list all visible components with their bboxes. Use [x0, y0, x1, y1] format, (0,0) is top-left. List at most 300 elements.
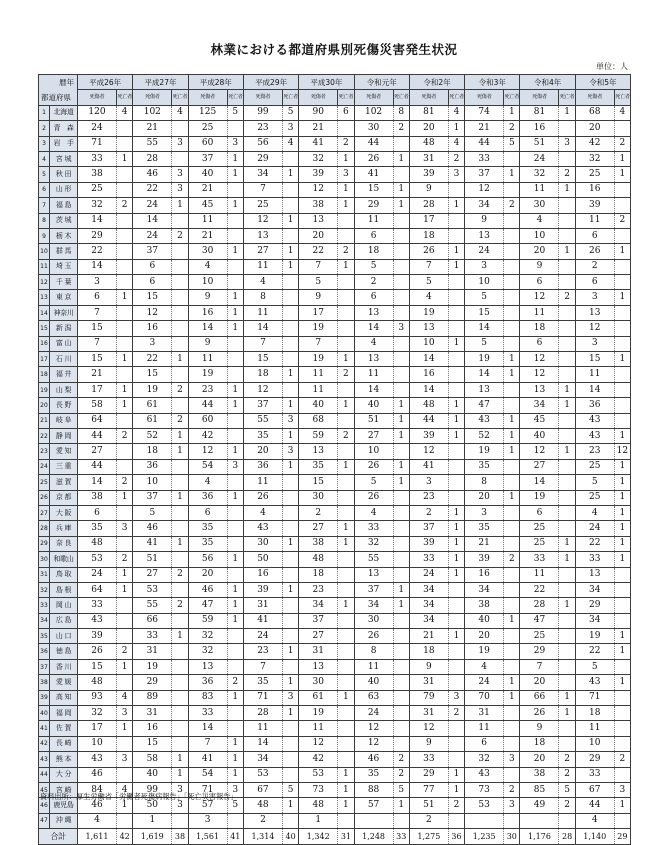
- death-count: [504, 259, 520, 274]
- death-count: [227, 505, 243, 520]
- death-count: 2: [559, 798, 575, 813]
- casualty-count: 12: [520, 444, 559, 459]
- casualty-count: 13: [465, 228, 504, 243]
- casualty-count: 11: [520, 567, 559, 582]
- death-count: [227, 336, 243, 351]
- casualty-count: 9: [188, 290, 227, 305]
- casualty-count: 43: [465, 413, 504, 428]
- death-count: 1: [504, 490, 520, 505]
- casualty-count: 24: [78, 121, 117, 136]
- death-count: 1: [448, 336, 464, 351]
- death-count: 1: [614, 505, 630, 520]
- casualty-count: 7: [243, 182, 282, 197]
- death-count: [504, 305, 520, 320]
- death-count: [559, 613, 575, 628]
- death-count: 2: [393, 767, 409, 782]
- death-count: [559, 151, 575, 166]
- casualty-count: 17: [409, 213, 448, 228]
- death-count: [614, 598, 630, 613]
- death-count: 12: [614, 444, 630, 459]
- death-count: 4: [117, 782, 133, 797]
- casualty-count: 47: [520, 613, 559, 628]
- prefecture-name: 東 京: [50, 290, 78, 305]
- casualty-count: 5: [465, 336, 504, 351]
- death-count: [448, 352, 464, 367]
- death-count: [393, 690, 409, 705]
- death-count: [172, 459, 188, 474]
- death-count: 3: [614, 782, 630, 797]
- death-count: 1: [338, 521, 354, 536]
- casualty-count: 57: [188, 798, 227, 813]
- death-count: [282, 598, 298, 613]
- death-count: 1: [172, 428, 188, 443]
- casualty-count: 29: [78, 228, 117, 243]
- casualty-count: 26: [354, 490, 393, 505]
- casualty-count: 35: [243, 428, 282, 443]
- corner-pref-label: 都道府県: [41, 92, 71, 102]
- casualty-count: 13: [520, 382, 559, 397]
- casualty-count: 79: [409, 690, 448, 705]
- casualty-count: 2: [354, 275, 393, 290]
- casualty-count: 31: [409, 706, 448, 721]
- death-count: [504, 567, 520, 582]
- casualty-count: 16: [575, 182, 614, 197]
- death-count: 1: [614, 244, 630, 259]
- casualty-count: 24: [133, 228, 172, 243]
- casualty-count: 6: [78, 505, 117, 520]
- casualty-header: 死傷者: [243, 90, 282, 105]
- casualty-count: 56: [243, 136, 282, 151]
- death-count: [614, 321, 630, 336]
- casualty-count: 18: [133, 444, 172, 459]
- table-row: [39, 598, 631, 613]
- death-count: [117, 413, 133, 428]
- casualty-count: 6: [575, 228, 614, 243]
- death-count: 1: [117, 352, 133, 367]
- casualty-count: 31: [133, 706, 172, 721]
- casualty-count: 18: [243, 367, 282, 382]
- death-count: [282, 475, 298, 490]
- death-count: 1: [227, 382, 243, 397]
- casualty-count: 30: [354, 613, 393, 628]
- death-count: 2: [614, 213, 630, 228]
- casualty-count: 14: [243, 736, 282, 751]
- casualty-count: 30: [354, 121, 393, 136]
- prefecture-name: 山 口: [50, 629, 78, 644]
- casualty-count: 14: [78, 213, 117, 228]
- casualty-header: 死傷者: [465, 90, 504, 105]
- total-casualty: 1,176: [520, 829, 559, 844]
- death-count: 2: [338, 136, 354, 151]
- casualty-count: 38: [78, 167, 117, 182]
- casualty-count: 36: [133, 459, 172, 474]
- casualty-count: 19: [465, 444, 504, 459]
- casualty-count: 20: [575, 121, 614, 136]
- death-count: 2: [172, 228, 188, 243]
- casualty-count: 36: [188, 675, 227, 690]
- death-count: [282, 336, 298, 351]
- casualty-count: 46: [188, 582, 227, 597]
- casualty-count: 45: [188, 198, 227, 213]
- death-count: [117, 367, 133, 382]
- casualty-count: 7: [243, 659, 282, 674]
- casualty-count: 12: [133, 305, 172, 320]
- death-count: [172, 505, 188, 520]
- casualty-count: 32: [520, 167, 559, 182]
- casualty-count: 21: [299, 121, 338, 136]
- death-count: 1: [338, 198, 354, 213]
- death-count: [117, 598, 133, 613]
- casualty-count: 12: [243, 382, 282, 397]
- casualty-count: 13: [575, 305, 614, 320]
- casualty-count: 42: [575, 136, 614, 151]
- death-count: [448, 367, 464, 382]
- casualty-count: 59: [188, 613, 227, 628]
- death-count: 1: [504, 613, 520, 628]
- casualty-count: 24: [575, 521, 614, 536]
- casualty-count: 51: [354, 413, 393, 428]
- death-count: 1: [172, 767, 188, 782]
- casualty-count: 14: [243, 321, 282, 336]
- death-count: 1: [393, 475, 409, 490]
- casualty-count: 7: [299, 336, 338, 351]
- death-count: 1: [614, 644, 630, 659]
- table-row: [39, 752, 631, 767]
- prefecture-name: 福 岡: [50, 706, 78, 721]
- prefecture-name: 鹿児島: [50, 798, 78, 813]
- death-header: 死亡者: [448, 90, 464, 105]
- casualty-count: 37: [409, 521, 448, 536]
- death-count: 3: [227, 459, 243, 474]
- casualty-count: 60: [188, 136, 227, 151]
- table-row: [39, 228, 631, 243]
- casualty-count: 28: [243, 706, 282, 721]
- death-count: [614, 305, 630, 320]
- death-count: 2: [393, 121, 409, 136]
- casualty-count: 4: [188, 475, 227, 490]
- casualty-count: 11: [575, 721, 614, 736]
- casualty-count: 13: [188, 659, 227, 674]
- death-count: 1: [282, 644, 298, 659]
- casualty-count: 53: [243, 767, 282, 782]
- table-row: [39, 198, 631, 213]
- death-count: [504, 151, 520, 166]
- death-count: 1: [504, 367, 520, 382]
- death-count: 3: [448, 167, 464, 182]
- casualty-count: 10: [188, 275, 227, 290]
- total-death: 42: [117, 829, 133, 844]
- casualty-count: 48: [78, 675, 117, 690]
- total-casualty: 1,561: [188, 829, 227, 844]
- casualty-count: 12: [465, 182, 504, 197]
- death-count: [614, 275, 630, 290]
- death-count: [282, 767, 298, 782]
- death-count: 1: [614, 521, 630, 536]
- casualty-count: 71: [243, 690, 282, 705]
- corner-header: [39, 75, 78, 106]
- death-count: [227, 182, 243, 197]
- death-count: [117, 767, 133, 782]
- prefecture-name: 徳 島: [50, 644, 78, 659]
- death-count: [448, 213, 464, 228]
- casualty-count: 99: [243, 105, 282, 120]
- death-count: [117, 613, 133, 628]
- casualty-count: 67: [575, 782, 614, 797]
- casualty-count: 11: [243, 259, 282, 274]
- death-count: 1: [614, 167, 630, 182]
- casualty-count: 11: [299, 382, 338, 397]
- total-casualty: 1,314: [243, 829, 282, 844]
- casualty-count: 47: [188, 598, 227, 613]
- casualty-count: 33: [575, 552, 614, 567]
- death-header: 死亡者: [282, 90, 298, 105]
- death-count: 5: [559, 782, 575, 797]
- casualty-count: 15: [575, 352, 614, 367]
- death-count: [172, 336, 188, 351]
- row-number: 45: [39, 782, 50, 797]
- casualty-count: 3: [133, 336, 172, 351]
- prefecture-name: 大 阪: [50, 505, 78, 520]
- death-count: [559, 567, 575, 582]
- casualty-count: 7: [520, 659, 559, 674]
- casualty-count: 54: [188, 767, 227, 782]
- casualty-count: 55: [133, 598, 172, 613]
- casualty-count: 12: [409, 721, 448, 736]
- death-count: [559, 459, 575, 474]
- death-count: 1: [393, 413, 409, 428]
- death-count: 1: [227, 613, 243, 628]
- death-count: [393, 290, 409, 305]
- casualty-count: 44: [78, 459, 117, 474]
- death-count: [227, 629, 243, 644]
- casualty-count: 39: [575, 198, 614, 213]
- casualty-count: 12: [409, 444, 448, 459]
- casualty-count: 20: [520, 675, 559, 690]
- death-count: [393, 275, 409, 290]
- death-count: [504, 598, 520, 613]
- death-count: 1: [614, 475, 630, 490]
- casualty-count: 33: [188, 706, 227, 721]
- casualty-count: 61: [133, 413, 172, 428]
- death-header: 死亡者: [338, 90, 354, 105]
- death-count: [227, 721, 243, 736]
- death-count: [282, 321, 298, 336]
- death-count: 1: [614, 629, 630, 644]
- casualty-count: 20: [465, 629, 504, 644]
- death-count: 1: [338, 798, 354, 813]
- table-row: [39, 644, 631, 659]
- death-count: 1: [282, 675, 298, 690]
- death-count: 1: [338, 598, 354, 613]
- casualty-count: 3: [188, 813, 227, 828]
- casualty-count: 7: [78, 305, 117, 320]
- casualty-count: 18: [299, 567, 338, 582]
- casualty-count: 22: [520, 582, 559, 597]
- casualty-count: 67: [243, 782, 282, 797]
- death-count: [117, 629, 133, 644]
- casualty-count: 19: [188, 367, 227, 382]
- death-count: [393, 552, 409, 567]
- casualty-count: 8: [243, 290, 282, 305]
- death-count: [117, 259, 133, 274]
- casualty-count: 26: [354, 459, 393, 474]
- casualty-count: 12: [520, 352, 559, 367]
- row-number: 10: [39, 244, 50, 259]
- death-count: 1: [282, 536, 298, 551]
- casualty-count: 21: [465, 121, 504, 136]
- death-count: 2: [117, 428, 133, 443]
- death-header: 死亡者: [117, 90, 133, 105]
- death-count: 1: [227, 167, 243, 182]
- death-header: 死亡者: [393, 90, 409, 105]
- row-number: 4: [39, 151, 50, 166]
- casualty-count: 14: [354, 321, 393, 336]
- prefecture-name: 和歌山: [50, 552, 78, 567]
- death-count: [614, 182, 630, 197]
- casualty-count: 70: [465, 690, 504, 705]
- death-count: 1: [393, 582, 409, 597]
- casualty-count: 34: [409, 613, 448, 628]
- death-count: 2: [614, 136, 630, 151]
- row-number: 18: [39, 367, 50, 382]
- death-count: 3: [282, 121, 298, 136]
- prefecture-name: 宮 城: [50, 151, 78, 166]
- row-number: 22: [39, 428, 50, 443]
- death-count: [117, 213, 133, 228]
- casualty-count: 10: [354, 444, 393, 459]
- death-count: 3: [117, 706, 133, 721]
- death-count: [559, 321, 575, 336]
- casualty-count: 34: [520, 398, 559, 413]
- casualty-count: 1: [299, 813, 338, 828]
- casualty-count: 55: [243, 413, 282, 428]
- casualty-count: 22: [299, 244, 338, 259]
- casualty-count: 68: [299, 413, 338, 428]
- casualty-count: 15: [133, 290, 172, 305]
- casualty-count: 39: [409, 428, 448, 443]
- corner-year-label: 暦年: [59, 78, 74, 87]
- death-count: [614, 367, 630, 382]
- casualty-count: 31: [465, 706, 504, 721]
- prefecture-name: 岡 山: [50, 598, 78, 613]
- casualty-count: 10: [78, 736, 117, 751]
- death-count: [448, 444, 464, 459]
- casualty-count: 40: [465, 613, 504, 628]
- total-death: 30: [504, 829, 520, 844]
- total-death: 41: [227, 829, 243, 844]
- casualty-count: 77: [409, 782, 448, 797]
- casualty-count: 48: [299, 552, 338, 567]
- death-count: [393, 305, 409, 320]
- casualty-count: 21: [409, 629, 448, 644]
- casualty-count: 46: [78, 798, 117, 813]
- casualty-count: 31: [299, 644, 338, 659]
- death-count: [559, 336, 575, 351]
- casualty-count: 13: [354, 305, 393, 320]
- casualty-count: 11: [299, 721, 338, 736]
- casualty-count: 32: [354, 536, 393, 551]
- casualty-count: 48: [409, 136, 448, 151]
- death-count: [338, 275, 354, 290]
- death-count: [172, 659, 188, 674]
- death-count: [614, 121, 630, 136]
- casualty-count: 2: [409, 505, 448, 520]
- death-count: [448, 228, 464, 243]
- casualty-count: 13: [409, 321, 448, 336]
- death-count: 3: [282, 413, 298, 428]
- casualty-count: 38: [299, 198, 338, 213]
- death-count: [504, 536, 520, 551]
- casualty-count: 34: [575, 613, 614, 628]
- death-count: 2: [338, 244, 354, 259]
- death-count: [448, 275, 464, 290]
- death-count: 2: [448, 798, 464, 813]
- casualty-count: 31: [243, 598, 282, 613]
- death-count: 1: [448, 521, 464, 536]
- casualty-count: 24: [465, 675, 504, 690]
- row-number: 38: [39, 675, 50, 690]
- row-number: 2: [39, 121, 50, 136]
- casualty-count: 10: [409, 336, 448, 351]
- casualty-count: 17: [78, 382, 117, 397]
- casualty-count: 37: [133, 490, 172, 505]
- death-count: [504, 336, 520, 351]
- casualty-count: 15: [465, 305, 504, 320]
- death-count: 2: [117, 198, 133, 213]
- casualty-count: 49: [520, 798, 559, 813]
- casualty-count: 29: [133, 675, 172, 690]
- death-count: [172, 213, 188, 228]
- death-count: [282, 275, 298, 290]
- casualty-count: 9: [465, 213, 504, 228]
- casualty-count: 3: [575, 336, 614, 351]
- death-count: [448, 459, 464, 474]
- row-number: 8: [39, 213, 50, 228]
- death-count: [282, 305, 298, 320]
- casualty-count: 41: [354, 167, 393, 182]
- death-count: [504, 290, 520, 305]
- death-count: 1: [504, 167, 520, 182]
- prefecture-name: 愛 知: [50, 444, 78, 459]
- casualty-count: 53: [299, 767, 338, 782]
- casualty-count: 8: [465, 475, 504, 490]
- casualty-count: 11: [354, 659, 393, 674]
- death-count: [338, 644, 354, 659]
- casualty-header: 死傷者: [575, 90, 614, 105]
- death-count: [117, 305, 133, 320]
- death-count: [172, 244, 188, 259]
- table-row: [39, 382, 631, 397]
- row-number: 20: [39, 398, 50, 413]
- casualty-count: 26: [409, 244, 448, 259]
- death-count: [338, 490, 354, 505]
- casualty-count: 4: [575, 505, 614, 520]
- death-count: [227, 475, 243, 490]
- casualty-count: 6: [133, 275, 172, 290]
- table-row: [39, 121, 631, 136]
- casualty-count: 40: [188, 167, 227, 182]
- prefecture-name: 岐 阜: [50, 413, 78, 428]
- casualty-count: 40: [520, 428, 559, 443]
- death-count: 1: [559, 536, 575, 551]
- casualty-count: 27: [243, 244, 282, 259]
- casualty-count: 26: [243, 490, 282, 505]
- death-count: [393, 505, 409, 520]
- casualty-count: 2: [243, 813, 282, 828]
- casualty-count: 85: [520, 782, 559, 797]
- death-count: 3: [559, 136, 575, 151]
- casualty-count: 43: [78, 752, 117, 767]
